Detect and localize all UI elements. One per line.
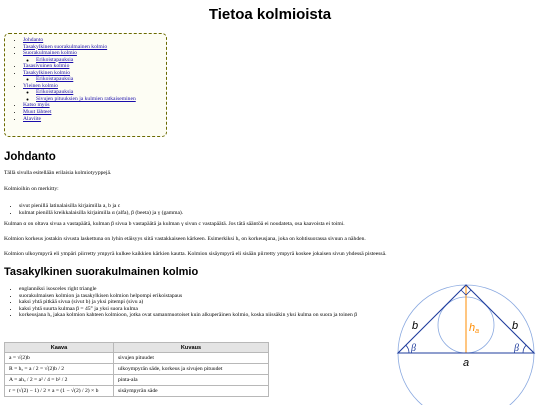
- label-b-right: b: [512, 320, 519, 332]
- toc-link-tasakylkinen-suorakulmainen[interactable]: Tasakylkinen suorakulmainen kolmio: [23, 43, 108, 50]
- description-cell: sisäympyrän säde: [114, 386, 269, 397]
- description-cell: pinta-ala: [114, 375, 269, 386]
- list-item: • kulmat pienillä kreikkalaisilla kirjaimilla α (alfa), β (beeta) ja γ (gamma).: [19, 210, 183, 217]
- intro-paragraph: Kolmioihin on merkitty:: [4, 186, 59, 192]
- section-heading-johdanto: Johdanto: [4, 151, 56, 163]
- toc-item-suorakulmainen: [23, 50, 162, 63]
- page-title: Tietoa kolmioista: [208, 6, 332, 23]
- table-header-row: [5, 343, 269, 353]
- formula-cell: a = √(2)b: [5, 353, 114, 364]
- toc-link-suorakulmainen[interactable]: Suorakulmainen kolmio: [23, 50, 77, 57]
- label-b-left: b: [412, 320, 419, 332]
- table-of-contents: [4, 33, 167, 137]
- toc-link-tasakylkinen[interactable]: Tasakylkinen kolmio: [23, 69, 70, 76]
- list-item: • sivut pienillä latinalaisilla kirjaimilla a, b ja c: [19, 203, 183, 210]
- beta-left-arc: [406, 345, 409, 353]
- label-height: [469, 322, 479, 335]
- table-row: [5, 364, 269, 375]
- list-item: • kaksi yhtä pitkää sivua (sivut b) ja yksi pitempi (sivu a): [19, 299, 419, 306]
- label-height-h: h: [469, 322, 476, 334]
- intro-paragraph: Kolmion korkeus jostakin sivusta laskettuna on lyhin etäisyys siitä vastakkaiseen kärkeen. Esimerkiksi hₐ on korkeusjana, joka on kohtisuorassa sivuun a nähden.: [4, 236, 366, 242]
- toc-link-tasasivuinen[interactable]: Tasasivuinen kolmio: [23, 63, 70, 70]
- formula-table: [4, 342, 269, 397]
- toc-link-tasakylkinen-erikoistapauksia[interactable]: Erikoistapauksia: [36, 76, 74, 83]
- toc-item-alaviite: [23, 116, 162, 123]
- toc-item-yleinen: [23, 83, 162, 103]
- formula-cell: R = hₐ = a / 2 = √(2)b / 2: [5, 364, 114, 375]
- notation-list: [4, 203, 183, 216]
- toc-link-sivujen-ratkaiseminen[interactable]: Sivujen pituuksien ja kulmien ratkaiseminen: [36, 95, 136, 102]
- properties-list: [4, 286, 419, 319]
- intro-paragraph: Kulman α on oltava sivua a vastapäätä, kulman β sivua b vastapäätä ja kulman γ sivun c vastapäätä. Jos tätä sääntöä ei noudateta, osa kaavoista ei toimi.: [4, 221, 345, 227]
- list-item: • suorakulmaisen kolmion ja tasakylkisen kolmion helpompi erikoistapaus: [19, 293, 419, 300]
- label-height-subscript: a: [475, 328, 480, 335]
- label-beta-right: β: [514, 343, 519, 354]
- toc-link-suorakulmainen-erikoistapauksia[interactable]: Erikoistapauksia: [36, 56, 74, 63]
- toc-link-alaviite[interactable]: Alaviite: [23, 115, 42, 122]
- list-item: • kaksi yhtä suurta kulmaa β = 45° ja yksi suora kulma: [19, 306, 419, 313]
- toc-link-muut-lahteet[interactable]: Muut lähteet: [23, 109, 52, 116]
- intro-paragraph: Tällä sivulla esitellään erilaisia kolmiotyyppejä.: [4, 170, 112, 176]
- toc-link-johdanto[interactable]: Johdanto: [23, 37, 44, 43]
- formula-cell: A = ahₐ / 2 = a² / 4 = b² / 2: [5, 375, 114, 386]
- toc-link-yleinen[interactable]: Yleinen kolmio: [23, 82, 58, 89]
- section-heading-tasakylkinen-suorakulmainen: Tasakylkinen suorakulmainen kolmio: [4, 266, 199, 278]
- description-cell: sivujen pituudet: [114, 353, 269, 364]
- table-row: [5, 375, 269, 386]
- column-header-kaava: Kaava: [5, 343, 114, 353]
- toc-link-yleinen-erikoistapauksia[interactable]: Erikoistapauksia: [36, 89, 74, 96]
- formula-cell: r = (√(2) − 1) / 2 × a = (1 − √(2) / 2) × b: [5, 386, 114, 397]
- beta-right-arc: [523, 345, 526, 353]
- list-item: • englanniksi isosceles right triangle: [19, 286, 419, 293]
- list-item: • korkeusjana hₐ jakaa kolmion kahteen kolmioon, jotka ovat samanmuotoiset kuin alkuperäinen kolmio, koska niissäkin yksi kulma on suora ja toinen β: [19, 312, 419, 319]
- toc-item-tasakylkinen: [23, 70, 162, 83]
- label-beta-left: β: [411, 343, 416, 354]
- intro-paragraph: Kolmion ulkoympyrä eli ympäri piirretty ympyrä kulkee kaikkien kärkien kautta. Kolmion sisäympyrä eli sisään piirretty ympyrä koskee jokaisen sivun yhdessä pisteessä.: [4, 251, 387, 257]
- table-row: [5, 386, 269, 397]
- table-row: [5, 353, 269, 364]
- label-a: a: [463, 357, 470, 369]
- toc-link-katso-myos[interactable]: Katso myös: [23, 102, 50, 109]
- triangle-diagram: [378, 283, 540, 405]
- description-cell: ulkoympyrän säde, korkeus ja sivujen pituudet: [114, 364, 269, 375]
- column-header-kuvaus: Kuvaus: [114, 343, 269, 353]
